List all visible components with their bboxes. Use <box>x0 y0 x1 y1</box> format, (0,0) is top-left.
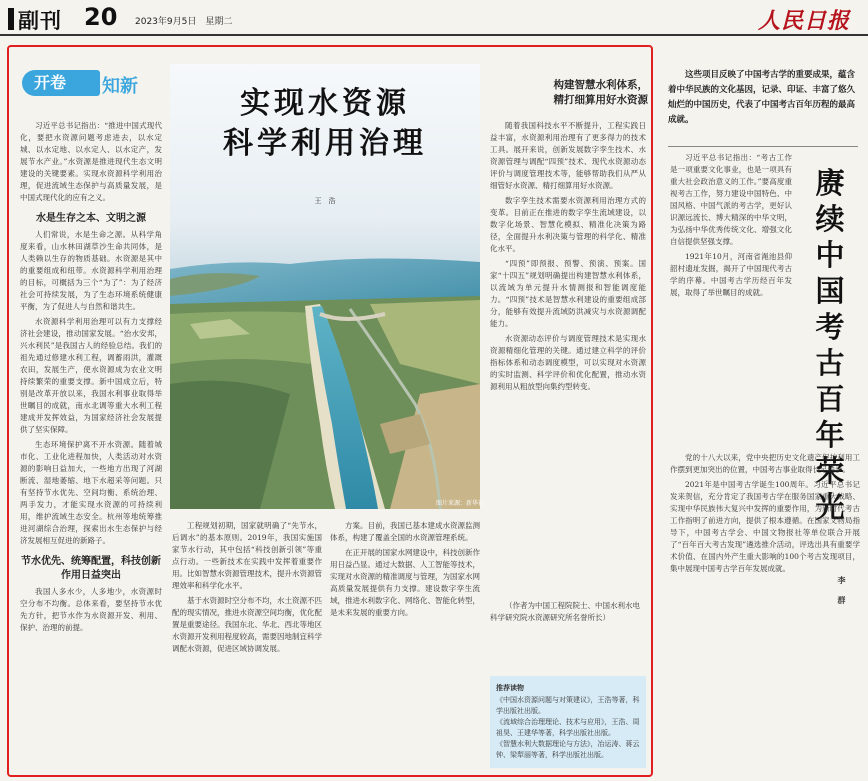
archaeology-para: 2021年是中国考古学诞生100周年。习近平总书记发来贺信，充分肯定了我国考古学在服务国家重大战略、实现中华民族伟大复兴中发挥的重要作用，为新时代考古工作指明了前进方向，提供了根本遵循。在国家文物局指导下，中国考古学会、中国文物报社等单位联合开展了“百年百大考古发现”遴选推介活动，评选出具有重要学术价值、在国内外产生重大影响的100个考古发现项目，集中展现中国考古学百年发展成就。 <box>670 480 860 573</box>
intro-divider <box>668 146 858 147</box>
archaeology-column-bottom <box>670 452 860 772</box>
column-tag-tab: 开卷 <box>22 70 100 96</box>
archaeology-para: 党的十八大以来，党中央把历史文化遗产保护利用工作摆到更加突出的位置，中国考古事业取得长足进步。 <box>670 453 860 474</box>
left-para: 人们常说，水是生命之源。从科学角度来看，山水林田湖草沙生命共同体，是人类赖以生存的物质基础。水资源是其中的重要组成和纽带。水资源科学利用治理的目标，可概括为三个“为了”：为了经济社会可持续发展，为了生态环境系统健康平衡，为了促进人与自然和谐共生。 <box>20 230 162 311</box>
feature-headline <box>170 84 480 164</box>
right-para: 随着我国科技水平不断提升，工程实践日益丰富，水资源利用治理有了更多得力的技术工具。展开来说，创新发展数字孪生技术、水资源管理与调配“四预”技术、现代水资源动态评价与调度管理技术等，能够帮助我们从严从细管好水资源、精打细算用好水资源。 <box>490 121 646 190</box>
mid-para: 工程规划初期，国家就明确了“先节水，后调水”的基本原则。2019年，我国实施国家节水行动，其中包括“科技创新引领”等重点行动。一些新技术在实践中发挥着重要作用。比如智慧水资源管理技术，提升水资源管理效率和科学化水平。 <box>172 521 322 590</box>
right-article-heading <box>488 78 648 108</box>
issue-date: 2023年9月5日 星期二 <box>135 17 233 27</box>
archaeology-author: 李 群 <box>837 576 847 606</box>
mid-para: 在正开展的国家水网建设中，科技创新作用日益凸显。通过大数据、人工智能等技术，实现对水资源的精准调度与管理，为国家水网高质量发展提供有力支撑。建设数字孪生流域，推进水利数字化、网络化、智能化转型，是未来发展的重要方向。 <box>330 548 480 617</box>
mid-para: 基于水资源时空分布不均，水土资源不匹配的现实情况，推进水资源空间均衡，优化配置是重要途径。我国东北、华北、西北等地区水资源开发利用程度较高，需要因地制宜科学调配水资源，促进区域协调发展。 <box>172 596 322 653</box>
right-heading-line-1: 构建智慧水利体系， <box>553 79 648 91</box>
archaeology-para: 1921年10月，河南省渑池县仰韶村遗址发掘，揭开了中国现代考古学的序幕。中国考古学历经百年发展，取得了举世瞩目的成就。 <box>670 252 792 297</box>
archaeology-intro: 这些项目反映了中国考古学的重要成果，蕴含着中华民族的文化基因，记录、印证、丰富了悠久灿烂的中国历史，代表了中国考古百年历程的最高成就。 <box>668 70 856 125</box>
column-tag <box>22 64 154 100</box>
left-para: 习近平总书记指出：“推进中国式现代化，要把水资源问题考虑进去，以水定城、以水定地、以水定人、以水定产，发展节水产业。”水资源是推进现代生态文明建设的关键要素。实现水资源科学利用治理，促进流域生态保护与高质量发展，是中国式现代化的应有之义。 <box>20 121 162 202</box>
left-subheading-2: 节水优先、统筹配置，科技创新作用日益突出 <box>21 556 161 581</box>
left-subheading-1: 水是生存之本、文明之源 <box>36 213 146 224</box>
archaeology-column-top <box>670 152 792 452</box>
column-tag-suffix: 知新 <box>102 76 138 97</box>
right-heading-line-2: 精打细算用好水资源 <box>553 94 648 106</box>
right-article-body <box>490 120 646 600</box>
recommended-item: 《流域综合治理理论、技术与应用》，王浩、周祖昊、王建华等著，科学出版社出版。 <box>496 718 640 737</box>
right-para: “四预”即预报、预警、预演、预案。国家“十四五”规划明确提出构建智慧水利体系，以流域为单元提升水情测报和智能调度能力。“四预”技术是智慧水利建设的重要组成部分，能够有效提升流域防洪减灾与水资源调配能力。 <box>490 259 646 328</box>
middle-column-1 <box>172 520 322 770</box>
recommended-item: 《中国水资源问题与对策建议》，王浩等著，科学出版社出版。 <box>496 696 640 715</box>
middle-column-2 <box>330 520 480 770</box>
left-column <box>20 120 162 770</box>
masthead <box>0 0 868 36</box>
newspaper-logo: 人民日报 <box>757 8 850 34</box>
recommended-reading-box <box>490 676 646 768</box>
headline-line-2: 科学利用治理 <box>223 126 427 161</box>
section-name: 副刊 <box>18 9 62 33</box>
left-para: 生态环境保护离不开水资源。随着城市化、工业化进程加快，人类活动对水资源的影响日益加大，一些地方出现了河湖断流、湿地萎缩、地下水超采等问题。只有坚持节水优先、空间均衡、系统治理、两手发力，才能实现水资源的可持续利用，维护流域生态安全。杭州等地统筹推进河湖综合治理，探索出水生态保护与经济发展相互促进的新路子。 <box>20 440 162 545</box>
masthead-bar <box>8 8 14 30</box>
mid-para: 方案。目前，我国已基本建成水资源监测体系，构建了覆盖全国的水资源管理系统。 <box>330 521 480 542</box>
recommended-item: 《智慧水利大数据理论与方法》，冶运涛、蒋云钟、梁犁丽等著，科学出版社出版。 <box>496 740 640 759</box>
left-para: 我国人多水少，人多地少，水资源时空分布不均衡。总体来看，要坚持节水优先方针，把节水作为水资源开发、利用、保护、治理的前提。 <box>20 587 162 632</box>
archaeology-para: 习近平总书记指出：“考古工作是一项重要文化事业，也是一项具有重大社会政治意义的工作。”要高度重视考古工作，努力建设中国特色、中国风格、中国气派的考古学，更好认识源远流长、博大精深的中华文明，为弘扬中华优秀传统文化、增强文化自信提供坚强支撑。 <box>670 153 792 246</box>
recommended-reading-title: 推荐读物 <box>496 683 524 692</box>
right-para: 数字孪生技术需要水资源利用治理方式的变革。目前正在推进的数字孪生流域建设，以数字化场景、智慧化模拟、精准化决策为路径，全面提升水利决策与管理的科学化、精准化水平。 <box>490 196 646 253</box>
right-para: 水资源动态评价与调度管理技术是实现水资源精细化管理的关键。通过建立科学的评价指标体系和动态调度模型，可以实现对水资源的实时监测、科学评价和优化配置，推动水资源利用从粗放型向集约型转变。 <box>490 334 646 391</box>
headline-line-1: 实现水资源 <box>240 86 410 121</box>
author-note: （作者为中国工程院院士、中国水利水电科学研究院水资源研究所名誉所长） <box>490 601 640 622</box>
page-number: 20 <box>84 3 118 31</box>
feature-byline: 王 浩 <box>314 197 336 205</box>
archaeology-vertical-title: 赓续中国考古百年荣光 <box>815 166 845 524</box>
photo-credit: 图片来源：新华社 <box>436 500 485 507</box>
left-para: 水资源科学利用治理可以有力支撑经济社会建设，推动国家发展。“治水安邦，兴水利民”是我国古人的经验总结。我们的祖先通过修建水利工程，调蓄雨洪，灌溉农田，发展生产，使水资源成为农业文明持续繁荣的重要支撑。新中国成立后，特别是改革开放以来，我国水利事业取得举世瞩目的成就，南水北调等重大水利工程建成并发挥效益，为国家经济社会发展提供了坚实保障。 <box>20 317 162 434</box>
